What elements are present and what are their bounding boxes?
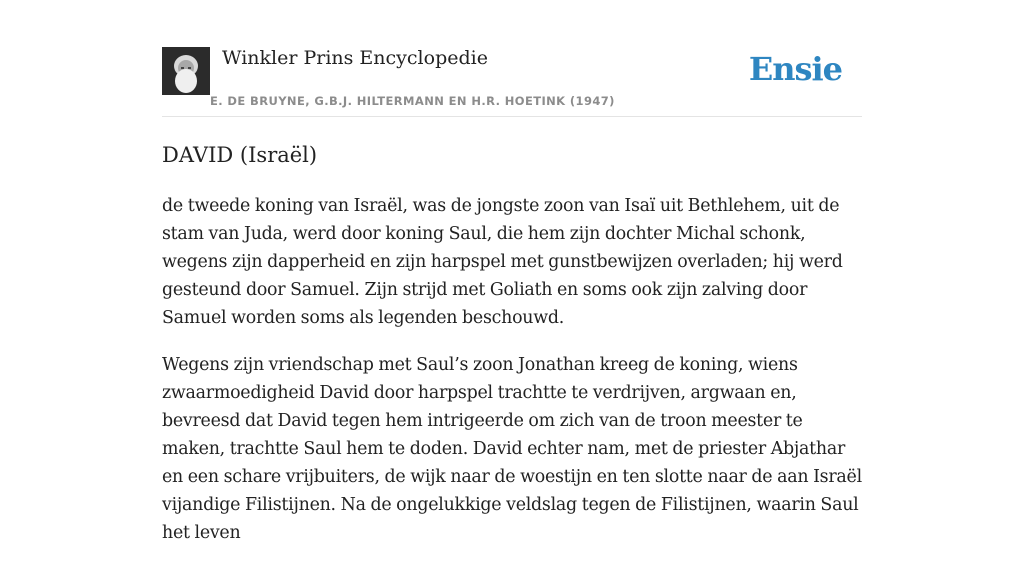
article-title: DAVID (Israël) (162, 143, 318, 167)
article-body (162, 192, 864, 566)
author-portrait-icon (162, 47, 210, 95)
article-paragraph: de tweede koning van Israël, was de jongste zoon van Isaï uit Bethlehem, uit de stam van Juda, werd door koning Saul, die hem zijn dochter Michal schonk, wegens zijn dapperheid en zijn harpspel met gunstbewijzen overladen; hij werd gesteund door Samuel. Zijn strijd met Goliath en soms ook zijn zalving door Samuel worden soms als legenden beschouwd. (162, 196, 843, 328)
brand-logo[interactable]: Ensie (748, 50, 842, 88)
site-header (162, 0, 862, 117)
author-byline: E. DE BRUYNE, G.B.J. HILTERMANN EN H.R. HOETINK (1947) (210, 94, 615, 108)
article-paragraph: Wegens zijn vriendschap met Saul’s zoon Jonathan kreeg de koning, wiens zwaarmoedigheid David door harpspel trachtte te verdrijven, argwaan en, bevreesd dat David tegen hem intrigeerde om zich van de troon meester te maken, trachtte Saul hem te doden. David echter nam, met de priester Abjathar en een schare vrijbuiters, de wijk naar de woestijn en ten slotte naar de aan Israël vijandige Filistijnen. Na de ongelukkige veldslag tegen de Filistijnen, waarin Saul het leven (162, 355, 862, 543)
site-title[interactable]: Winkler Prins Encyclopedie (222, 47, 488, 69)
